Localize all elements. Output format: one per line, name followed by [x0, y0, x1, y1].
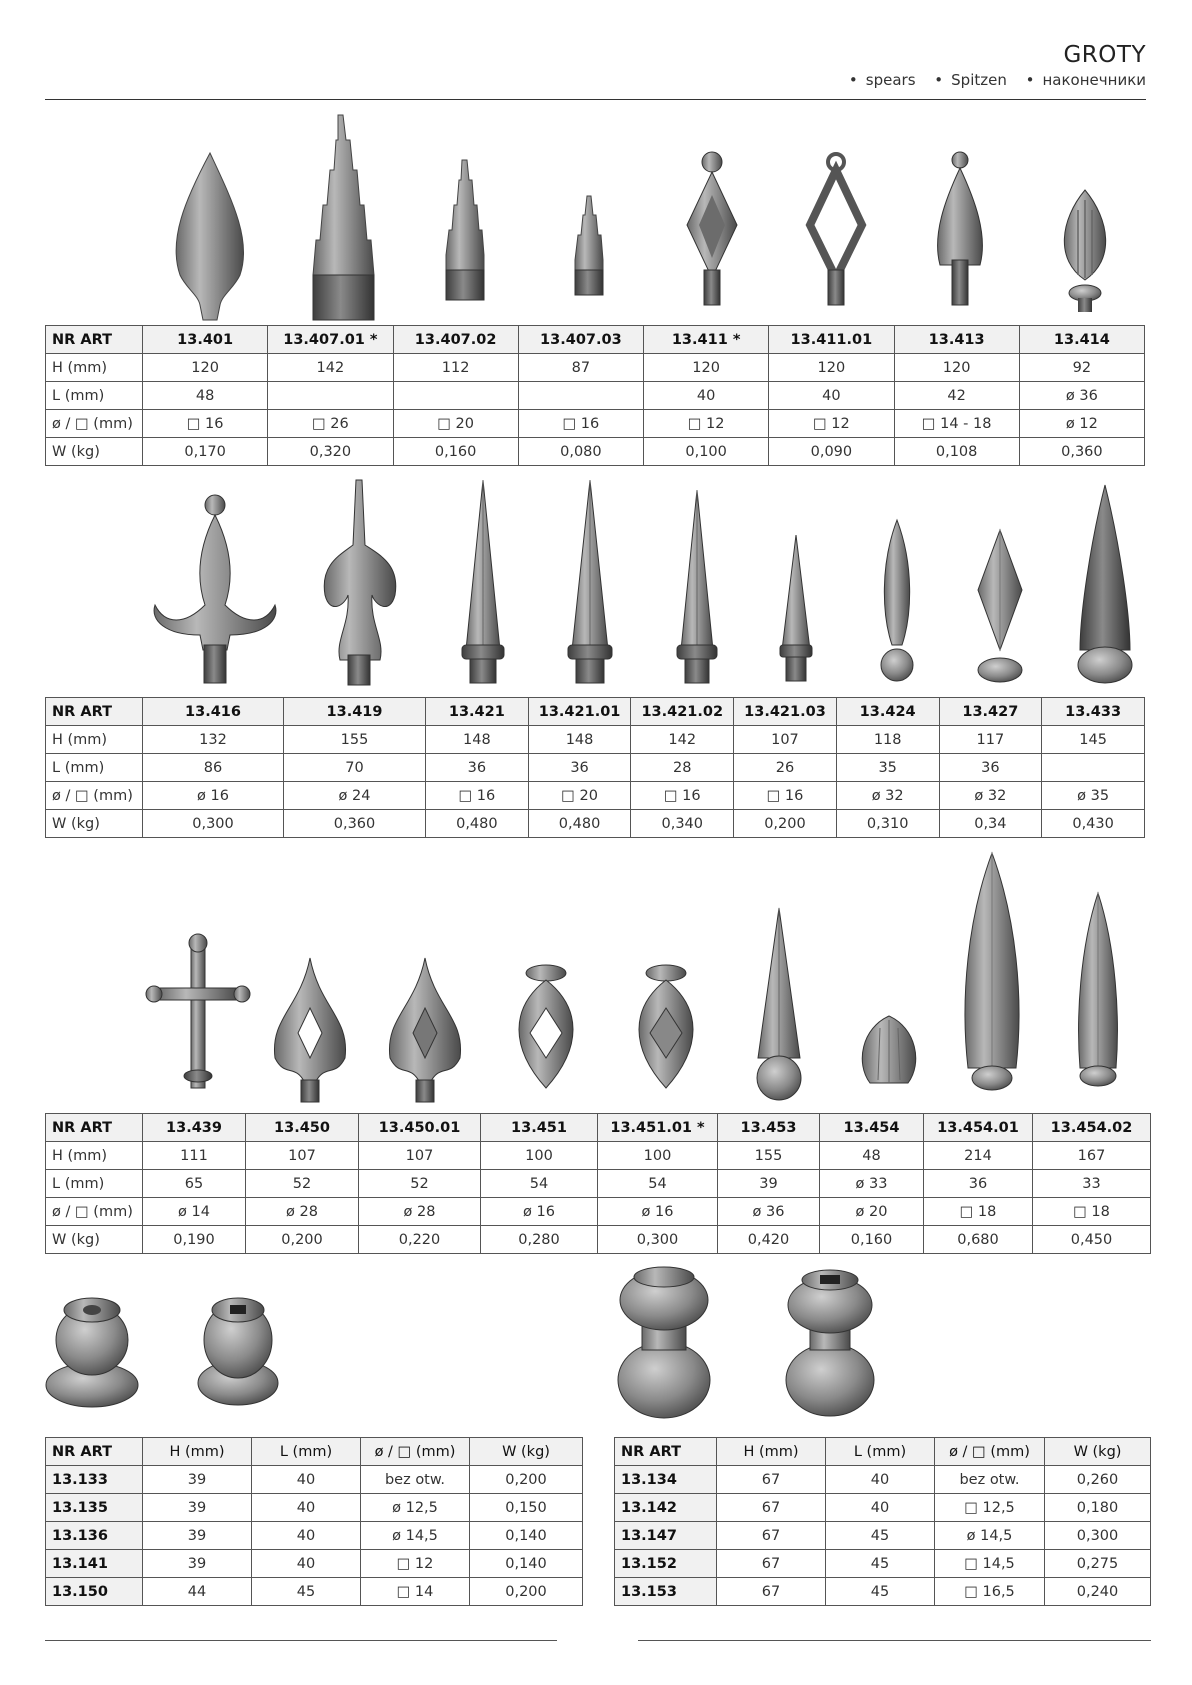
column-header: W (kg) [470, 1438, 583, 1466]
table-cell: 0,300 [1045, 1522, 1151, 1550]
table-row [46, 1170, 1151, 1198]
row-label: L (mm) [46, 382, 143, 410]
table-cell: 44 [143, 1578, 252, 1606]
table-cell: bez otw. [361, 1466, 470, 1494]
spear-1345401-image [965, 853, 1019, 1090]
table-row [46, 1550, 583, 1578]
table-cell: 0,300 [598, 1226, 718, 1254]
table-cell [268, 382, 393, 410]
spear-13454-image [862, 1016, 916, 1083]
base-13133-image [46, 1298, 138, 1407]
column-header: ø / □ (mm) [935, 1438, 1045, 1466]
table-cell: 0,200 [470, 1466, 583, 1494]
table-cell: 167 [1033, 1142, 1151, 1170]
product-code: 13.414 [1019, 326, 1144, 354]
table-cell: 0,280 [481, 1226, 598, 1254]
table-cell: 0,480 [528, 810, 631, 838]
table-cell: 0,480 [426, 810, 529, 838]
table-cell: 36 [426, 754, 529, 782]
table-row [46, 726, 1145, 754]
table-cell: ø 32 [836, 782, 939, 810]
base-13134-image [618, 1267, 710, 1418]
product-code: 13.142 [615, 1494, 717, 1522]
table-cell: 36 [528, 754, 631, 782]
table-cell: □ 12 [769, 410, 894, 438]
table-cell: 0,310 [836, 810, 939, 838]
product-code: 13.413 [894, 326, 1019, 354]
table-row [615, 1522, 1151, 1550]
table-cell: ø 16 [143, 782, 284, 810]
table-cell: 142 [631, 726, 734, 754]
product-code: 13.421 [426, 698, 529, 726]
table-cell: bez otw. [935, 1466, 1045, 1494]
table-cell: 0,450 [1033, 1226, 1151, 1254]
table-cell: 39 [143, 1494, 252, 1522]
subtitle-ru: наконечники [1042, 71, 1146, 89]
table-cell: 117 [939, 726, 1042, 754]
table-row [46, 1142, 1151, 1170]
table-row [46, 438, 1145, 466]
table-cell: 67 [717, 1578, 826, 1606]
table-cell: ø 32 [939, 782, 1042, 810]
table-cell [518, 382, 643, 410]
page-subtitle [835, 71, 1146, 89]
table-cell: □ 14 [361, 1578, 470, 1606]
table-cell: 148 [528, 726, 631, 754]
table-cell: □ 12 [361, 1550, 470, 1578]
table-cell: 111 [143, 1142, 246, 1170]
spear-images-row-2 [0, 475, 1192, 690]
table-cell: 0,170 [143, 438, 268, 466]
spear-1340703-image [575, 196, 603, 295]
table-cell: ø 14,5 [935, 1522, 1045, 1550]
table-cell: 0,080 [518, 438, 643, 466]
spear-1345101-image [639, 965, 693, 1088]
table-cell: 86 [143, 754, 284, 782]
table-cell: 0,150 [470, 1494, 583, 1522]
table-cell: ø 36 [718, 1198, 820, 1226]
table-row [615, 1578, 1151, 1606]
table-cell: 54 [598, 1170, 718, 1198]
product-code: 13.152 [615, 1550, 717, 1578]
table-cell: ø 12,5 [361, 1494, 470, 1522]
table-cell: 0,260 [1045, 1466, 1151, 1494]
column-header: NR ART [46, 1438, 143, 1466]
spear-1345001-image [389, 958, 460, 1102]
row-label: W (kg) [46, 810, 143, 838]
product-code: 13.135 [46, 1494, 143, 1522]
table-cell: 33 [1033, 1170, 1151, 1198]
table-cell: 0,200 [734, 810, 837, 838]
table-cell: □ 20 [528, 782, 631, 810]
table-cell: ø 33 [820, 1170, 924, 1198]
table-cell: 0,090 [769, 438, 894, 466]
table-cell: □ 18 [924, 1198, 1033, 1226]
table-cell: □ 14 - 18 [894, 410, 1019, 438]
table-cell: 107 [246, 1142, 359, 1170]
product-code: 13.411 * [644, 326, 769, 354]
page-title: GROTY [1063, 42, 1146, 68]
table-cell: 92 [1019, 354, 1144, 382]
table-cell: □ 16 [734, 782, 837, 810]
table-cell: 67 [717, 1494, 826, 1522]
table-cell: 35 [836, 754, 939, 782]
table-cell: 42 [894, 382, 1019, 410]
table-cell: ø 24 [284, 782, 426, 810]
table-cell: 0,200 [246, 1226, 359, 1254]
product-code: 13.134 [615, 1466, 717, 1494]
spear-13416-image [154, 495, 276, 683]
table-cell: 0,420 [718, 1226, 820, 1254]
table-cell: 67 [717, 1522, 826, 1550]
product-code: 13.421.02 [631, 698, 734, 726]
table-row [46, 1578, 583, 1606]
product-code: 13.427 [939, 698, 1042, 726]
product-code: 13.147 [615, 1522, 717, 1550]
spear-13414-image [1064, 190, 1105, 312]
header-divider [45, 99, 1146, 100]
spear-13453-image [757, 908, 801, 1100]
spear-1341101-image [810, 154, 862, 305]
product-code: 13.451.01 * [598, 1114, 718, 1142]
product-code: 13.153 [615, 1578, 717, 1606]
table-cell: ø 28 [359, 1198, 481, 1226]
table-cell: 45 [252, 1578, 361, 1606]
row-label: ø / □ (mm) [46, 1198, 143, 1226]
table-row [46, 810, 1145, 838]
product-code: 13.416 [143, 698, 284, 726]
table-cell: 54 [481, 1170, 598, 1198]
table-cell: 145 [1042, 726, 1145, 754]
table-cell: □ 20 [393, 410, 518, 438]
table-cell: 0,180 [1045, 1494, 1151, 1522]
product-code: 13.141 [46, 1550, 143, 1578]
base-table-right [614, 1437, 1151, 1606]
table-cell: 0,108 [894, 438, 1019, 466]
table-cell: 0,160 [393, 438, 518, 466]
table-cell: 39 [143, 1466, 252, 1494]
row-label: L (mm) [46, 754, 143, 782]
subtitle-de: Spitzen [951, 71, 1007, 89]
table-cell: ø 14 [143, 1198, 246, 1226]
table-cell: 0,100 [644, 438, 769, 466]
spear-13419-image [324, 480, 396, 685]
spear-images-row-1 [0, 110, 1192, 320]
row-label: H (mm) [46, 726, 143, 754]
table-cell: □ 14,5 [935, 1550, 1045, 1578]
table-cell: 100 [481, 1142, 598, 1170]
table-cell: 52 [246, 1170, 359, 1198]
table-cell: 107 [359, 1142, 481, 1170]
table-cell: 40 [252, 1550, 361, 1578]
table-row [46, 1114, 1151, 1142]
table-cell: 120 [894, 354, 1019, 382]
table-cell: 45 [826, 1522, 935, 1550]
table-row [46, 1466, 583, 1494]
product-code: 13.454.01 [924, 1114, 1033, 1142]
spear-13451-image [519, 965, 573, 1088]
table-cell: 120 [644, 354, 769, 382]
table-cell: 40 [252, 1494, 361, 1522]
spear-13413-image [938, 152, 983, 305]
table-cell: ø 16 [598, 1198, 718, 1226]
table-row [46, 1494, 583, 1522]
table-cell: 40 [826, 1494, 935, 1522]
table-cell: 155 [284, 726, 426, 754]
table-cell: 65 [143, 1170, 246, 1198]
table-cell: 0,200 [470, 1578, 583, 1606]
footer-divider-left [45, 1640, 557, 1641]
row-label: NR ART [46, 1114, 143, 1142]
row-label: H (mm) [46, 1142, 143, 1170]
row-label: ø / □ (mm) [46, 410, 143, 438]
table-cell: 0,430 [1042, 810, 1145, 838]
table-cell: 0,300 [143, 810, 284, 838]
table-cell: □ 18 [1033, 1198, 1151, 1226]
product-code: 13.450 [246, 1114, 359, 1142]
product-code: 13.453 [718, 1114, 820, 1142]
table-cell: 214 [924, 1142, 1033, 1170]
table-row [615, 1466, 1151, 1494]
product-code: 13.150 [46, 1578, 143, 1606]
spear-13433-image [1078, 485, 1132, 683]
table-cell: 52 [359, 1170, 481, 1198]
table-cell: □ 12,5 [935, 1494, 1045, 1522]
row-label: W (kg) [46, 1226, 143, 1254]
product-code: 13.133 [46, 1466, 143, 1494]
table-cell: 70 [284, 754, 426, 782]
table-cell: 0,320 [268, 438, 393, 466]
table-cell: 45 [826, 1578, 935, 1606]
table-row [46, 326, 1145, 354]
table-cell: 0,140 [470, 1550, 583, 1578]
table-cell: 39 [143, 1550, 252, 1578]
table-cell: 39 [718, 1170, 820, 1198]
column-header: H (mm) [717, 1438, 826, 1466]
product-code: 13.407.02 [393, 326, 518, 354]
product-code: 13.450.01 [359, 1114, 481, 1142]
table-row [46, 1522, 583, 1550]
spear-13401-image [176, 153, 244, 320]
product-code: 13.407.01 * [268, 326, 393, 354]
table-row [615, 1550, 1151, 1578]
table-cell: 40 [644, 382, 769, 410]
row-label: W (kg) [46, 438, 143, 466]
column-header: ø / □ (mm) [361, 1438, 470, 1466]
spec-table-3 [45, 1113, 1151, 1254]
table-cell: 0,680 [924, 1226, 1033, 1254]
column-header: L (mm) [252, 1438, 361, 1466]
table-cell: 120 [143, 354, 268, 382]
spear-1342101-image [568, 480, 612, 683]
table-cell: 36 [924, 1170, 1033, 1198]
spear-1340702-image [446, 160, 484, 300]
table-cell: ø 16 [481, 1198, 598, 1226]
table-cell: 148 [426, 726, 529, 754]
subtitle-en: spears [865, 71, 916, 89]
row-label: L (mm) [46, 1170, 143, 1198]
table-cell [1042, 754, 1145, 782]
table-row [46, 698, 1145, 726]
table-cell: 0,160 [820, 1226, 924, 1254]
spear-1342103-image [780, 535, 812, 681]
product-code: 13.433 [1042, 698, 1145, 726]
table-row [46, 382, 1145, 410]
spear-13421-image [462, 480, 504, 683]
spear-1345402-image [1079, 893, 1118, 1086]
table-cell: 112 [393, 354, 518, 382]
bullet-icon: • [848, 71, 858, 89]
product-code: 13.421.01 [528, 698, 631, 726]
spear-13411-image [687, 152, 737, 305]
table-cell: ø 36 [1019, 382, 1144, 410]
table-row [46, 1438, 583, 1466]
table-row [46, 1226, 1151, 1254]
spear-13439-image [146, 934, 250, 1088]
spec-table-2 [45, 697, 1145, 838]
product-code: 13.424 [836, 698, 939, 726]
column-header: H (mm) [143, 1438, 252, 1466]
table-cell: □ 16 [518, 410, 643, 438]
table-cell: 0,190 [143, 1226, 246, 1254]
row-label: NR ART [46, 326, 143, 354]
table-row [46, 410, 1145, 438]
bullet-icon: • [934, 71, 944, 89]
base-13135-image [198, 1298, 278, 1405]
table-cell: □ 16 [631, 782, 734, 810]
table-cell: 40 [252, 1522, 361, 1550]
table-cell: 39 [143, 1522, 252, 1550]
table-row [615, 1494, 1151, 1522]
table-cell: □ 16,5 [935, 1578, 1045, 1606]
table-cell: 0,140 [470, 1522, 583, 1550]
table-cell: 40 [826, 1466, 935, 1494]
table-cell: □ 16 [143, 410, 268, 438]
table-cell: 120 [769, 354, 894, 382]
table-row [46, 1198, 1151, 1226]
base-images-row [0, 1265, 1192, 1425]
product-code: 13.421.03 [734, 698, 837, 726]
table-cell: 107 [734, 726, 837, 754]
table-cell: 40 [769, 382, 894, 410]
table-cell: 87 [518, 354, 643, 382]
base-table-left [45, 1437, 583, 1606]
table-cell: 118 [836, 726, 939, 754]
spear-13450-image [274, 958, 345, 1102]
column-header: NR ART [615, 1438, 717, 1466]
spec-table-1 [45, 325, 1145, 466]
table-cell: 40 [252, 1466, 361, 1494]
table-cell: □ 26 [268, 410, 393, 438]
table-cell: ø 28 [246, 1198, 359, 1226]
product-code: 13.136 [46, 1522, 143, 1550]
table-cell: 155 [718, 1142, 820, 1170]
product-code: 13.411.01 [769, 326, 894, 354]
product-code: 13.454 [820, 1114, 924, 1142]
table-row [46, 782, 1145, 810]
product-code: 13.439 [143, 1114, 246, 1142]
table-cell: 26 [734, 754, 837, 782]
table-cell: 0,240 [1045, 1578, 1151, 1606]
table-cell: 0,220 [359, 1226, 481, 1254]
product-code: 13.401 [143, 326, 268, 354]
table-cell: 0,360 [1019, 438, 1144, 466]
table-row [46, 354, 1145, 382]
table-row [46, 754, 1145, 782]
product-code: 13.407.03 [518, 326, 643, 354]
bullet-icon: • [1025, 71, 1035, 89]
column-header: W (kg) [1045, 1438, 1151, 1466]
table-cell: ø 14,5 [361, 1522, 470, 1550]
table-row [615, 1438, 1151, 1466]
table-cell: 0,275 [1045, 1550, 1151, 1578]
table-cell: 0,360 [284, 810, 426, 838]
table-cell: 132 [143, 726, 284, 754]
table-cell: 67 [717, 1550, 826, 1578]
row-label: NR ART [46, 698, 143, 726]
spear-13427-image [978, 530, 1022, 682]
table-cell: 67 [717, 1466, 826, 1494]
table-cell: 48 [143, 382, 268, 410]
table-cell: 0,34 [939, 810, 1042, 838]
table-cell [393, 382, 518, 410]
column-header: L (mm) [826, 1438, 935, 1466]
footer-divider-right [638, 1640, 1151, 1641]
table-cell: 28 [631, 754, 734, 782]
product-code: 13.419 [284, 698, 426, 726]
row-label: ø / □ (mm) [46, 782, 143, 810]
table-cell: □ 16 [426, 782, 529, 810]
table-cell: 100 [598, 1142, 718, 1170]
table-cell: 36 [939, 754, 1042, 782]
table-cell: 48 [820, 1142, 924, 1170]
spear-13424-image [881, 520, 913, 681]
base-13142-image [786, 1270, 874, 1416]
row-label: H (mm) [46, 354, 143, 382]
table-cell: 142 [268, 354, 393, 382]
table-cell: ø 35 [1042, 782, 1145, 810]
table-cell: 45 [826, 1550, 935, 1578]
table-cell: ø 20 [820, 1198, 924, 1226]
table-cell: □ 12 [644, 410, 769, 438]
spear-1340701-image [313, 115, 374, 320]
product-code: 13.451 [481, 1114, 598, 1142]
table-cell: ø 12 [1019, 410, 1144, 438]
spear-1342102-image [677, 490, 717, 683]
product-code: 13.454.02 [1033, 1114, 1151, 1142]
spear-images-row-3 [0, 848, 1192, 1110]
table-cell: 0,340 [631, 810, 734, 838]
